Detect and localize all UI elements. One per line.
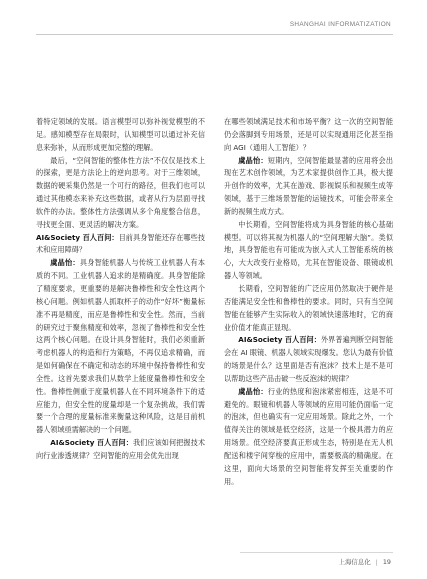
paragraph xyxy=(224,283,393,334)
page-footer xyxy=(339,557,391,566)
paragraph-text: 短期内，空间智能最显著的应用将会出现在艺术创作领域，为艺术家提供创作工具，极大提升创作的效率，尤其在游戏、影视娱乐和视频生成等领域，基于三维场景智能的运镜技术，可能会带来全新的视频生成方式。 xyxy=(224,155,393,216)
paragraph xyxy=(224,155,393,219)
page-number: 19 xyxy=(382,558,391,566)
paragraph-text: 最后，“空间智能的整体性方法”不仅仅是技术上的探索，更是方法论上的逆向思考。对于三维领域，数据的硬采集仍然是一个可行的路径，但我们也可以通过其他模态来补充这些数据，或者从行为层面寻找软件的办法。整体性方法强调从多个角度整合信息，寻找更全面、更灵活的解决方案。 xyxy=(36,155,205,229)
paragraph xyxy=(224,386,393,489)
speaker-label: AI&Society 百人百问： xyxy=(36,232,119,242)
paragraph-text: 具身智能机器人与传统工业机器人有本质的不同。工业机器人追求的是精确度。具身智能除了精度要求，更重要的是解决鲁棒性和安全性这两个核心问题。例如机器人抓取杯子的动作“好坏”衡量标准不再是精度，而应是鲁棒性和安全性。然而，当前的研究过于聚焦精度和效率，忽视了鲁棒性和安全性这两个核心问题。在设计具身智能时，我们必须重新考虑机器人的构造和行为策略，不再仅追求精确，而是如何确保在不确定和动态的环境中保持鲁棒性和安全性。这首先要求我们从数学上能度量鲁棒性和安全性。鲁棒性侧重于度量机器人在不同环境条件下的适应能力，但安全性的度量却是一个复杂挑战，我们需要一个合理的度量标准来衡量这种风险，这是目前机器人领域亟需解决的一个问题。 xyxy=(36,258,205,435)
paragraph-text: 我们应该如何把握技术向行业渗透规律？空间智能的应用会优先出现 xyxy=(36,438,205,460)
speaker-label: 虞晶怡： xyxy=(238,386,268,396)
paragraph xyxy=(36,232,205,258)
right-text-column xyxy=(224,116,393,536)
paragraph xyxy=(36,116,205,155)
paragraph xyxy=(224,116,393,155)
paragraph-text: 中长期看，空间智能将成为具身智能的核心基础模型。可以将其视为机器人的“空间理解大脑”。类似地，具身智能也有可能成为嵌入式人工智能系统的核心，大大改变行业格局，尤其在智能设备、眼镜或机器人等领域。 xyxy=(224,219,393,281)
paragraph xyxy=(36,437,205,463)
paragraph-text: 外界普遍判断空间智能会在 AI 眼镜、机器人领域实现爆发。您认为最有价值的场景是什么？这里面是否有泡沫？技术上是不是可以帮助这些产品击破一些反泡沫的规律？ xyxy=(224,335,393,383)
footer-separator: | xyxy=(375,558,378,566)
footer-divider xyxy=(240,552,393,553)
paragraph-text: 行业的热度和泡沫紧密相连，这是不可避免的。眼镜和机器人等领域的应用可能仍面临一定的泡沫，但也确实有一定应用场景。除此之外，一个值得关注的领域是低空经济，这是一个极具潜力的应用场景。低空经济要真正形成生态，特别是在无人机配送和楼宇间穿梭的应用中，需要极高的精确度。在这里，面向大场景的空间智能将发挥至关重要的作用。 xyxy=(224,386,393,486)
speaker-label: AI&Society 百人百问： xyxy=(238,335,321,345)
paragraph xyxy=(224,334,393,385)
header-divider xyxy=(36,34,393,35)
paragraph-text: 长期看，空间智能的广泛应用仍然取决于硬件是否能满足安全性和鲁棒性的要求。同时，只有当空间智能在能够产生实际收入的领域快速落地时，它的商业价值才能真正显现。 xyxy=(224,283,393,332)
paragraph-text: 在哪些领域满足技术和市场平衡？这一次的空间智能仍会落脚到专用场景，还是可以实现通用泛化甚至指向 AGI（通用人工智能）？ xyxy=(224,117,393,152)
paragraph xyxy=(36,155,205,232)
paragraph-text: 目前具身智能还存在哪些技术和应用障碍？ xyxy=(36,232,205,255)
speaker-label: 虞晶怡： xyxy=(238,155,268,165)
paragraph-text: 着特定领域的发展。语言模型可以弥补视觉模型的不足。感知模型存在局限时，认知模型可以通过补充信息来弥补，从而形成更加完整的理解。 xyxy=(36,117,205,152)
speaker-label: AI&Society 百人百问： xyxy=(50,438,133,448)
speaker-label: 虞晶怡： xyxy=(50,258,80,268)
magazine-section-tag: SHANGHAI INFORMATIZATION xyxy=(289,21,391,28)
paragraph xyxy=(224,219,393,283)
paragraph xyxy=(36,257,205,437)
left-text-column xyxy=(36,116,205,568)
publication-name: 上海信息化 xyxy=(338,558,371,566)
